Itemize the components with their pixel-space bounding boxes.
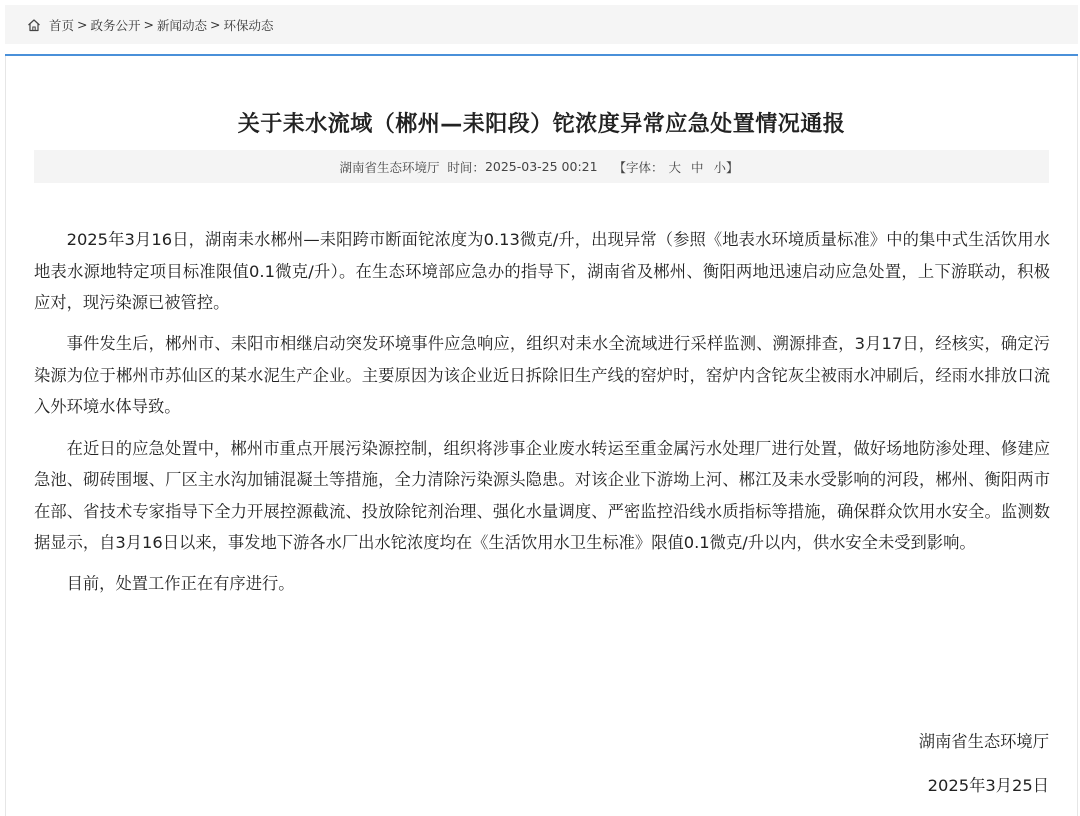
article-signature: 湖南省生态环境厅	[918, 732, 1049, 751]
breadcrumb-separator: >	[77, 17, 88, 32]
breadcrumb-separator: >	[210, 17, 221, 32]
breadcrumb-gov-affairs[interactable]: 政务公开	[90, 17, 141, 33]
breadcrumb-news[interactable]: 新闻动态	[157, 17, 208, 33]
breadcrumb	[5, 5, 1078, 44]
font-size-label: 【字体：	[613, 159, 664, 175]
breadcrumb-home[interactable]: 首页	[49, 17, 75, 33]
home-icon[interactable]	[27, 18, 41, 32]
font-size-large-button[interactable]: 大	[668, 159, 682, 175]
article-paragraph: 事件发生后，郴州市、耒阳市相继启动突发环境事件应急响应，组织对耒水全流域进行采样监测、溯源排查，3月17日，经核实，确定污染源为位于郴州市苏仙区的某水泥生产企业。主要原因为该企业近日拆除旧生产线的窑炉时，窑炉内含铊灰尘被雨水冲刷后，经雨水排放口流入外环境水体导致。	[34, 334, 1050, 417]
breadcrumb-env-news[interactable]: 环保动态	[223, 17, 274, 33]
breadcrumb-separator: >	[143, 17, 154, 32]
article-paragraph: 2025年3月16日，湖南耒水郴州—耒阳跨市断面铊浓度为0.13微克/升，出现异常（参照《地表水环境质量标准》中的集中式生活饮用水地表水源地特定项目标准限值0.1微克/升）。在生态环境部应急办的指导下，湖南省及郴州、衡阳两地迅速启动应急处置，上下游联动，积极应对，现污染源已被管控。	[34, 230, 1050, 313]
article-paragraph: 在近日的应急处置中，郴州市重点开展污染源控制，组织将涉事企业废水转运至重金属污水处理厂进行处置，做好场地防渗处理、修建应急池、砌砖围堰、厂区主水沟加铺混凝土等措施，全力清除污染源头隐患。对该企业下游坳上河、郴江及耒水受影响的河段，郴州、衡阳两市在部、省技术专家指导下全力开展控源截流、投放除铊剂治理、强化水量调度、严密监控沿线水质指标等措施，确保群众饮用水安全。监测数据显示，自3月16日以来，事发地下游各水厂出水铊浓度均在《生活饮用水卫生标准》限值0.1微克/升以内，供水安全未受到影响。	[34, 438, 1050, 553]
article-time: 2025-03-25 00:21	[484, 159, 598, 174]
article-date: 2025年3月25日	[927, 776, 1049, 795]
page-title: 关于耒水流域（郴州—耒阳段）铊浓度异常应急处置情况通报	[237, 111, 846, 137]
article-body	[34, 224, 1050, 610]
article-paragraph: 目前，处置工作正在有序进行。	[66, 574, 295, 594]
article-meta	[34, 150, 1049, 183]
article-source: 湖南省生态环境厅	[339, 159, 440, 175]
font-size-medium-button[interactable]: 中	[691, 159, 704, 175]
font-size-small-button[interactable]: 小】	[713, 159, 739, 175]
article-time-label: 时间：	[447, 159, 485, 175]
